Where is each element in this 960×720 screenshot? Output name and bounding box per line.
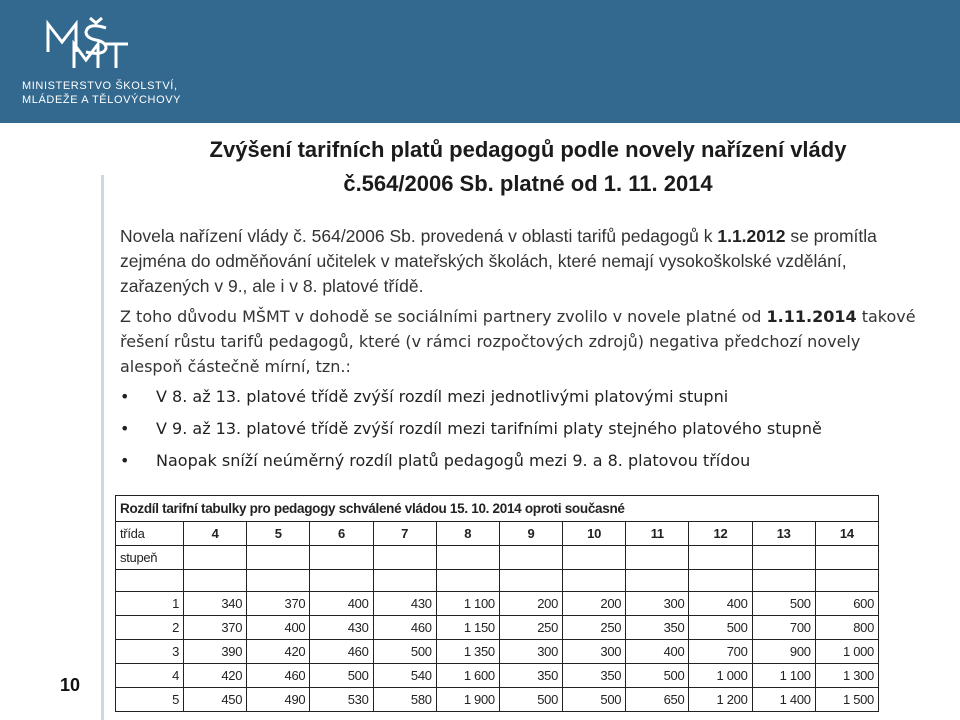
value-cell: 700 <box>689 640 752 664</box>
value-cell: 500 <box>626 664 689 688</box>
value-cell: 420 <box>184 664 247 688</box>
empty-cell <box>752 546 815 570</box>
value-cell: 500 <box>689 616 752 640</box>
spacer-cell <box>116 570 184 592</box>
value-cell: 200 <box>563 592 626 616</box>
value-cell: 540 <box>373 664 436 688</box>
value-cell: 1 500 <box>815 688 878 712</box>
value-cell: 400 <box>689 592 752 616</box>
value-cell: 900 <box>752 640 815 664</box>
bullet-icon: • <box>120 419 130 438</box>
value-cell: 500 <box>499 688 562 712</box>
spacer-cell <box>752 570 815 592</box>
list-item <box>120 416 920 448</box>
spacer-cell <box>373 570 436 592</box>
tariff-difference-table <box>115 495 879 712</box>
value-cell: 490 <box>247 688 310 712</box>
spacer-cell <box>499 570 562 592</box>
class-header: 12 <box>689 522 752 546</box>
para1-text-before: Novela nařízení vlády č. 564/2006 Sb. provedená v oblasti tarifů pedagogů k <box>120 226 718 246</box>
table-header-row <box>116 522 879 546</box>
value-cell: 300 <box>626 592 689 616</box>
value-cell: 400 <box>626 640 689 664</box>
value-cell: 1 150 <box>436 616 499 640</box>
value-cell: 1 300 <box>815 664 878 688</box>
value-cell: 580 <box>373 688 436 712</box>
empty-cell <box>184 546 247 570</box>
empty-cell <box>626 546 689 570</box>
logo-text-line2: MLÁDEŽE A TĚLOVÝCHOVY <box>22 94 182 106</box>
spacer-cell <box>184 570 247 592</box>
page-title <box>178 133 878 201</box>
value-cell: 500 <box>310 664 373 688</box>
value-cell: 650 <box>626 688 689 712</box>
msmt-logo-icon <box>44 16 164 76</box>
bullet-text: V 9. až 13. platové třídě zvýší rozdíl mezi tarifními platy stejného platového stupně <box>156 419 822 438</box>
class-header: 6 <box>310 522 373 546</box>
value-cell: 400 <box>247 616 310 640</box>
value-cell: 1 000 <box>815 640 878 664</box>
row-label-trida: třída <box>116 522 184 546</box>
spacer-cell <box>247 570 310 592</box>
table-spacer-row <box>116 570 879 592</box>
table-row <box>116 664 879 688</box>
class-header: 7 <box>373 522 436 546</box>
value-cell: 530 <box>310 688 373 712</box>
value-cell: 800 <box>815 616 878 640</box>
paragraph-intro <box>120 224 920 299</box>
value-cell: 250 <box>499 616 562 640</box>
bullet-icon: • <box>120 387 130 406</box>
value-cell: 340 <box>184 592 247 616</box>
value-cell: 400 <box>310 592 373 616</box>
value-cell: 460 <box>373 616 436 640</box>
value-cell: 460 <box>247 664 310 688</box>
bullet-icon: • <box>120 451 130 470</box>
bullet-text: V 8. až 13. platové třídě zvýší rozdíl mezi jednotlivými platovými stupni <box>156 387 729 406</box>
value-cell: 350 <box>626 616 689 640</box>
para2-text-before: Z toho důvodu MŠMT v dohodě se sociálními partnery zvolilo v novele platné od <box>120 307 767 326</box>
step-cell: 1 <box>116 592 184 616</box>
list-item <box>120 384 920 416</box>
value-cell: 700 <box>752 616 815 640</box>
title-line1: Zvýšení tarifních platů pedagogů podle novely nařízení vlády <box>209 137 847 162</box>
logo-text-line1: MINISTERSTVO ŠKOLSTVÍ, <box>22 80 178 92</box>
class-header: 11 <box>626 522 689 546</box>
value-cell: 300 <box>499 640 562 664</box>
value-cell: 450 <box>184 688 247 712</box>
empty-cell <box>247 546 310 570</box>
table-row <box>116 592 879 616</box>
spacer-cell <box>689 570 752 592</box>
value-cell: 1 400 <box>752 688 815 712</box>
value-cell: 370 <box>184 616 247 640</box>
value-cell: 500 <box>563 688 626 712</box>
class-header: 5 <box>247 522 310 546</box>
spacer-cell <box>563 570 626 592</box>
class-header: 13 <box>752 522 815 546</box>
table-row <box>116 688 879 712</box>
bullet-list <box>120 384 920 480</box>
spacer-cell <box>436 570 499 592</box>
value-cell: 350 <box>563 664 626 688</box>
bullet-text: Naopak sníží neúměrný rozdíl platů pedagogů mezi 9. a 8. platovou třídou <box>156 451 751 470</box>
value-cell: 430 <box>310 616 373 640</box>
class-header: 10 <box>563 522 626 546</box>
empty-cell <box>310 546 373 570</box>
spacer-cell <box>815 570 878 592</box>
value-cell: 1 100 <box>436 592 499 616</box>
para2-date: 1.11.2014 <box>766 307 857 326</box>
spacer-cell <box>310 570 373 592</box>
table-row <box>116 616 879 640</box>
ministry-logo <box>22 16 262 116</box>
value-cell: 460 <box>310 640 373 664</box>
value-cell: 600 <box>815 592 878 616</box>
list-item <box>120 448 920 480</box>
table-subheader-row <box>116 546 879 570</box>
class-header: 9 <box>499 522 562 546</box>
para1-text-after: se promítla zejména do odměňování učitelek v mateřských školách, které nemají vysokoškolské vzdělání, zařazených v 9., ale i v 8. platové třídě. <box>120 226 877 296</box>
empty-cell <box>815 546 878 570</box>
empty-cell <box>436 546 499 570</box>
empty-cell <box>563 546 626 570</box>
value-cell: 1 200 <box>689 688 752 712</box>
step-cell: 3 <box>116 640 184 664</box>
value-cell: 1 100 <box>752 664 815 688</box>
value-cell: 350 <box>499 664 562 688</box>
class-header: 4 <box>184 522 247 546</box>
value-cell: 420 <box>247 640 310 664</box>
value-cell: 430 <box>373 592 436 616</box>
value-cell: 370 <box>247 592 310 616</box>
value-cell: 200 <box>499 592 562 616</box>
paragraph-solution <box>120 304 920 379</box>
class-header: 8 <box>436 522 499 546</box>
value-cell: 1 900 <box>436 688 499 712</box>
spacer-cell <box>626 570 689 592</box>
empty-cell <box>373 546 436 570</box>
value-cell: 1 000 <box>689 664 752 688</box>
side-divider <box>101 175 104 720</box>
class-header: 14 <box>815 522 878 546</box>
empty-cell <box>499 546 562 570</box>
page-number: 10 <box>60 675 81 695</box>
para1-date: 1.1.2012 <box>717 226 786 246</box>
table-caption: Rozdíl tarifní tabulky pro pedagogy schválené vládou 15. 10. 2014 oproti současné <box>115 495 879 521</box>
value-cell: 300 <box>563 640 626 664</box>
step-cell: 4 <box>116 664 184 688</box>
value-cell: 1 350 <box>436 640 499 664</box>
value-cell: 250 <box>563 616 626 640</box>
step-cell: 5 <box>116 688 184 712</box>
value-cell: 500 <box>752 592 815 616</box>
para2-text-after: takové řešení růstu tarifů pedagogů, které (v rámci rozpočtových zdrojů) negativa předchozí novely alespoň částečně mírní, tzn.: <box>120 307 916 376</box>
empty-cell <box>689 546 752 570</box>
col-label-stupen: stupeň <box>116 546 184 570</box>
value-cell: 390 <box>184 640 247 664</box>
title-line2: č.564/2006 Sb. platné od 1. 11. 2014 <box>343 171 713 196</box>
header-band <box>0 0 960 123</box>
table-row <box>116 640 879 664</box>
value-cell: 1 600 <box>436 664 499 688</box>
value-cell: 500 <box>373 640 436 664</box>
step-cell: 2 <box>116 616 184 640</box>
